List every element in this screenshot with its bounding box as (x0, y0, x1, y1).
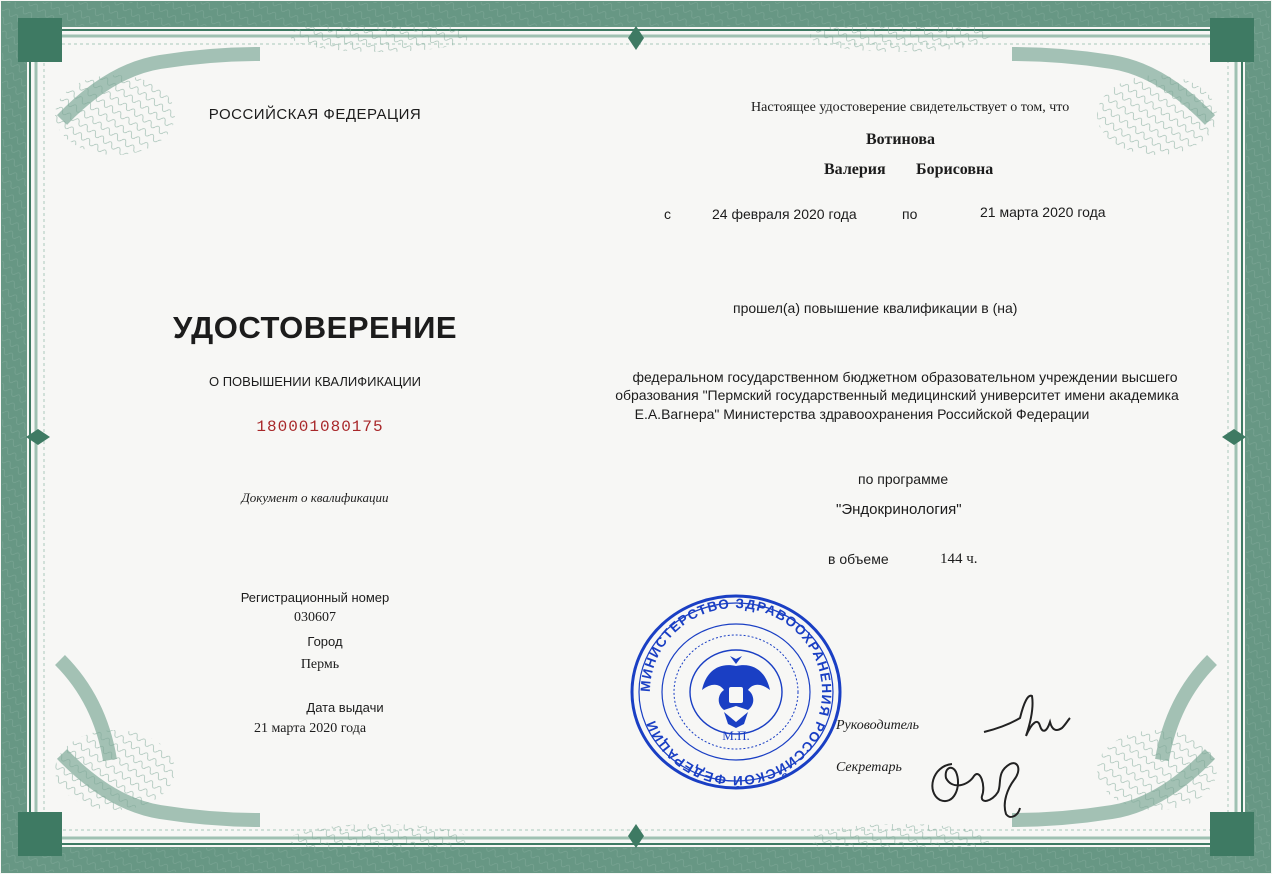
document-subtitle: О ПОВЫШЕНИИ КВАЛИФИКАЦИИ (208, 374, 422, 389)
institution-line-1: федеральном государственном бюджетном образовательном учреждении высшего (632, 369, 1178, 385)
institution-line-2: образования "Пермский государственный медицинский университет имени академика (615, 387, 1179, 403)
intro-text: Настоящее удостоверение свидетельствует о том, что (751, 100, 1070, 115)
date-from: 24 февраля 2020 года (712, 206, 857, 222)
date-from-label: с (664, 206, 671, 222)
city-label: Город (307, 634, 343, 649)
issue-date-value: 21 марта 2020 года (253, 721, 367, 736)
official-seal (628, 594, 844, 790)
seal-center-text: М.П. (722, 728, 750, 743)
program-label: по программе (858, 471, 949, 487)
surname: Вотинова (866, 131, 935, 148)
program-name: "Эндокринология" (836, 501, 962, 518)
issue-date-label: Дата выдачи (306, 700, 384, 715)
first-name: Валерия (824, 161, 886, 178)
serial-number: 180001080175 (256, 418, 384, 436)
seal-outer-text: МИНИСТЕРСТВО ЗДРАВООХРАНЕНИЯ РОССИЙСКОЙ ФЕДЕРАЦИИ (637, 595, 835, 789)
head-signature (980, 688, 1076, 748)
institution-line-3: Е.А.Вагнера" Министерства здравоохранения Российской Федерации (634, 406, 1090, 422)
city-value: Пермь (300, 657, 340, 672)
reg-number-value: 030607 (294, 610, 336, 625)
completed-text: прошел(а) повышение квалификации в (на) (733, 300, 1018, 316)
volume-label: в объеме (828, 551, 889, 567)
date-to-label: по (902, 206, 918, 222)
secretary-label: Секретарь (836, 760, 902, 775)
volume-value: 144 ч. (940, 551, 978, 567)
document-title: УДОСТОВЕРЕНИЕ (172, 310, 458, 345)
eagle-emblem-icon (702, 656, 770, 728)
secretary-signature (922, 746, 1032, 826)
document-type-label: Документ о квалификации (241, 490, 389, 505)
date-to: 21 марта 2020 года (980, 204, 1106, 220)
head-label: Руководитель (836, 718, 920, 733)
reg-number-label: Регистрационный номер (240, 590, 390, 605)
country-label: РОССИЙСКАЯ ФЕДЕРАЦИЯ (208, 106, 422, 123)
patronymic: Борисовна (916, 161, 994, 178)
